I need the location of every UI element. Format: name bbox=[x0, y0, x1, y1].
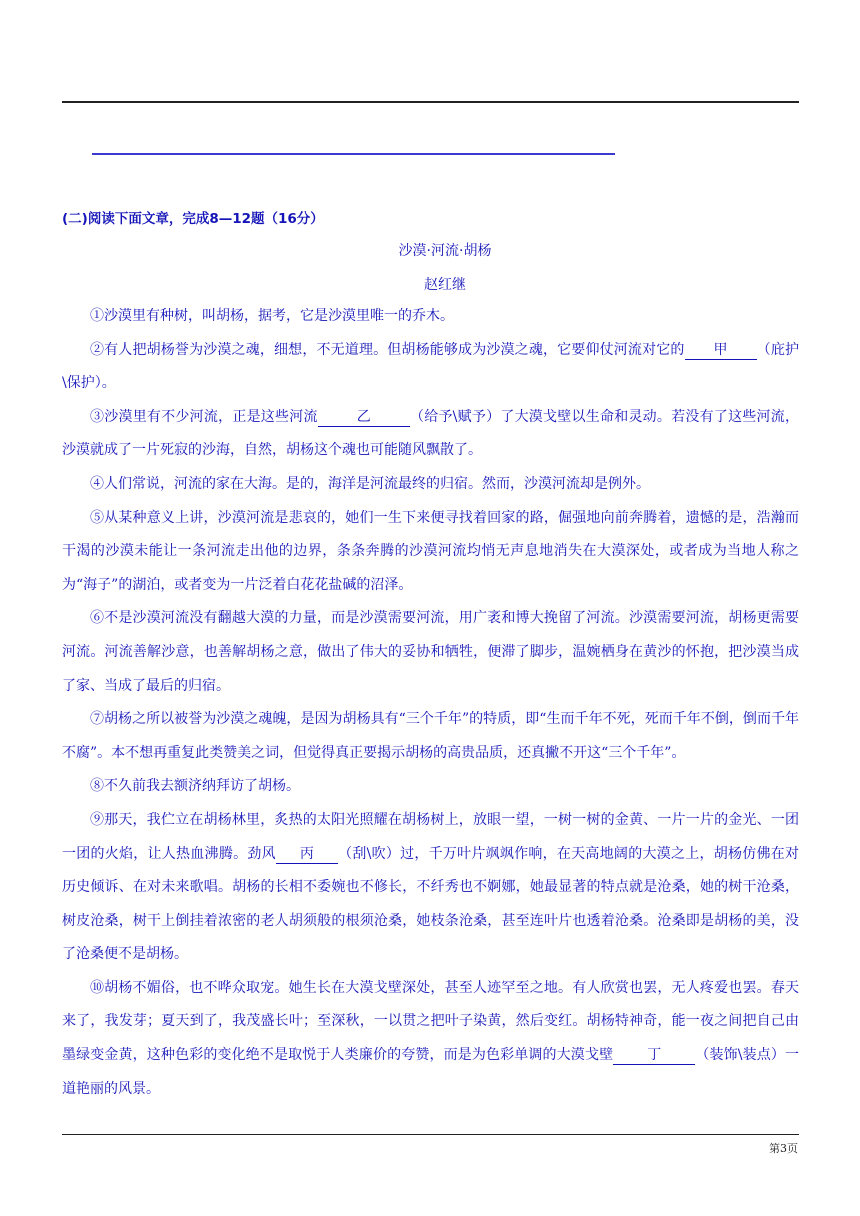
fill-blank-ding: 丁 bbox=[613, 1046, 695, 1065]
header-rule bbox=[62, 101, 799, 103]
fill-blank-bing: 丙 bbox=[276, 845, 338, 864]
answer-line bbox=[92, 153, 615, 155]
paragraph-1: ①沙漠里有种树，叫胡杨，据考，它是沙漠里唯一的乔木。 bbox=[90, 308, 454, 324]
paragraph-10: ⑩胡杨不媚俗，也不哗众取宠。她生长在大漠戈壁深处，甚至人迹罕至之地。有人欣赏也罢，无人疼爱也罢。春天来了，我发芽；夏天到了，我茂盛长叶；至深秋，一以贯之把叶子染黄，然后变红。胡杨特神奇，能一夜之间把自己由墨绿变金黄，这种色彩的变化绝不是取悦于人类廉价的夸赞，而是为色彩单调的大漠戈壁 丁 （装饰\装点）一道艳丽的风景。 bbox=[62, 979, 800, 1097]
article-title: 沙漠·河流·胡杨 bbox=[398, 243, 492, 259]
paragraph-2: ②有人把胡杨誉为沙漠之魂，细想，不无道理。但胡杨能够成为沙漠之魂，它要仰仗河流对它的 甲 （庇护\保护）。 bbox=[62, 341, 799, 392]
article-body bbox=[62, 300, 799, 1106]
article-author: 赵红继 bbox=[424, 277, 466, 293]
paragraph-9: ⑨那天，我伫立在胡杨林里，炙热的太阳光照耀在胡杨树上，放眼一望，一树一树的金黄、一片一片的金光、一团一团的火焰，让人热血沸腾。劲风 丙 （刮\吹）过，千万叶片飒飒作响，在天高地阔的大漠之上，胡杨仿佛在对历史倾诉、在对未来歌唱。胡杨的长相不委婉也不修长，不纤秀也不婀娜，她最显著的特点就是沧桑，她的树干沧桑，树皮沧桑，树干上倒挂着浓密的老人胡须般的根须沧桑，她枝条沧桑，甚至连叶片也透着沧桑。沧桑即是胡杨的美，没了沧桑便不是胡杨。 bbox=[62, 811, 800, 963]
paragraph-7: ⑦胡杨之所以被誉为沙漠之魂魄，是因为胡杨具有“三个千年”的特质，即“生而千年不死，死而千年不倒，倒而千年不腐”。本不想再重复此类赞美之词，但觉得真正要揭示胡杨的高贵品质，还真撇不开这“三个千年”。 bbox=[62, 711, 799, 761]
footer-rule bbox=[62, 1134, 799, 1135]
fill-blank-jia: 甲 bbox=[685, 341, 757, 360]
fill-blank-yi: 乙 bbox=[318, 408, 410, 427]
paragraph-3: ③沙漠里有不少河流，正是这些河流 乙 （给予\赋予）了大漠戈壁以生命和灵动。若没有了这些河流，沙漠就成了一片死寂的沙海，自然，胡杨这个魂也可能随风飘散了。 bbox=[62, 408, 800, 459]
page-number: 第3页 bbox=[769, 1142, 798, 1155]
paragraph-5: ⑤从某种意义上讲，沙漠河流是悲哀的，她们一生下来便寻找着回家的路，倔强地向前奔腾着，遗憾的是，浩瀚而干渴的沙漠未能让一条河流走出他的边界，条条奔腾的沙漠河流均悄无声息地消失在大漠深处，或者成为当地人称之为“海子”的湖泊，或者变为一片泛着白花花盐碱的沼泽。 bbox=[62, 509, 799, 593]
paragraph-4: ④人们常说，河流的家在大海。是的，海洋是河流最终的归宿。然而，沙漠河流却是例外。 bbox=[90, 475, 650, 492]
paragraph-6: ⑥不是沙漠河流没有翻越大漠的力量，而是沙漠需要河流，用广袤和博大挽留了河流。沙漠需要河流，胡杨更需要河流。河流善解沙意，也善解胡杨之意，做出了伟大的妥协和牺牲，便滞了脚步，温婉栖身在黄沙的怀抱，把沙漠当成了家、当成了最后的归宿。 bbox=[62, 610, 799, 694]
paragraph-8: ⑧不久前我去额济纳拜访了胡杨。 bbox=[90, 778, 300, 795]
section-heading: (二)阅读下面文章，完成8—12题（16分） bbox=[62, 211, 324, 227]
